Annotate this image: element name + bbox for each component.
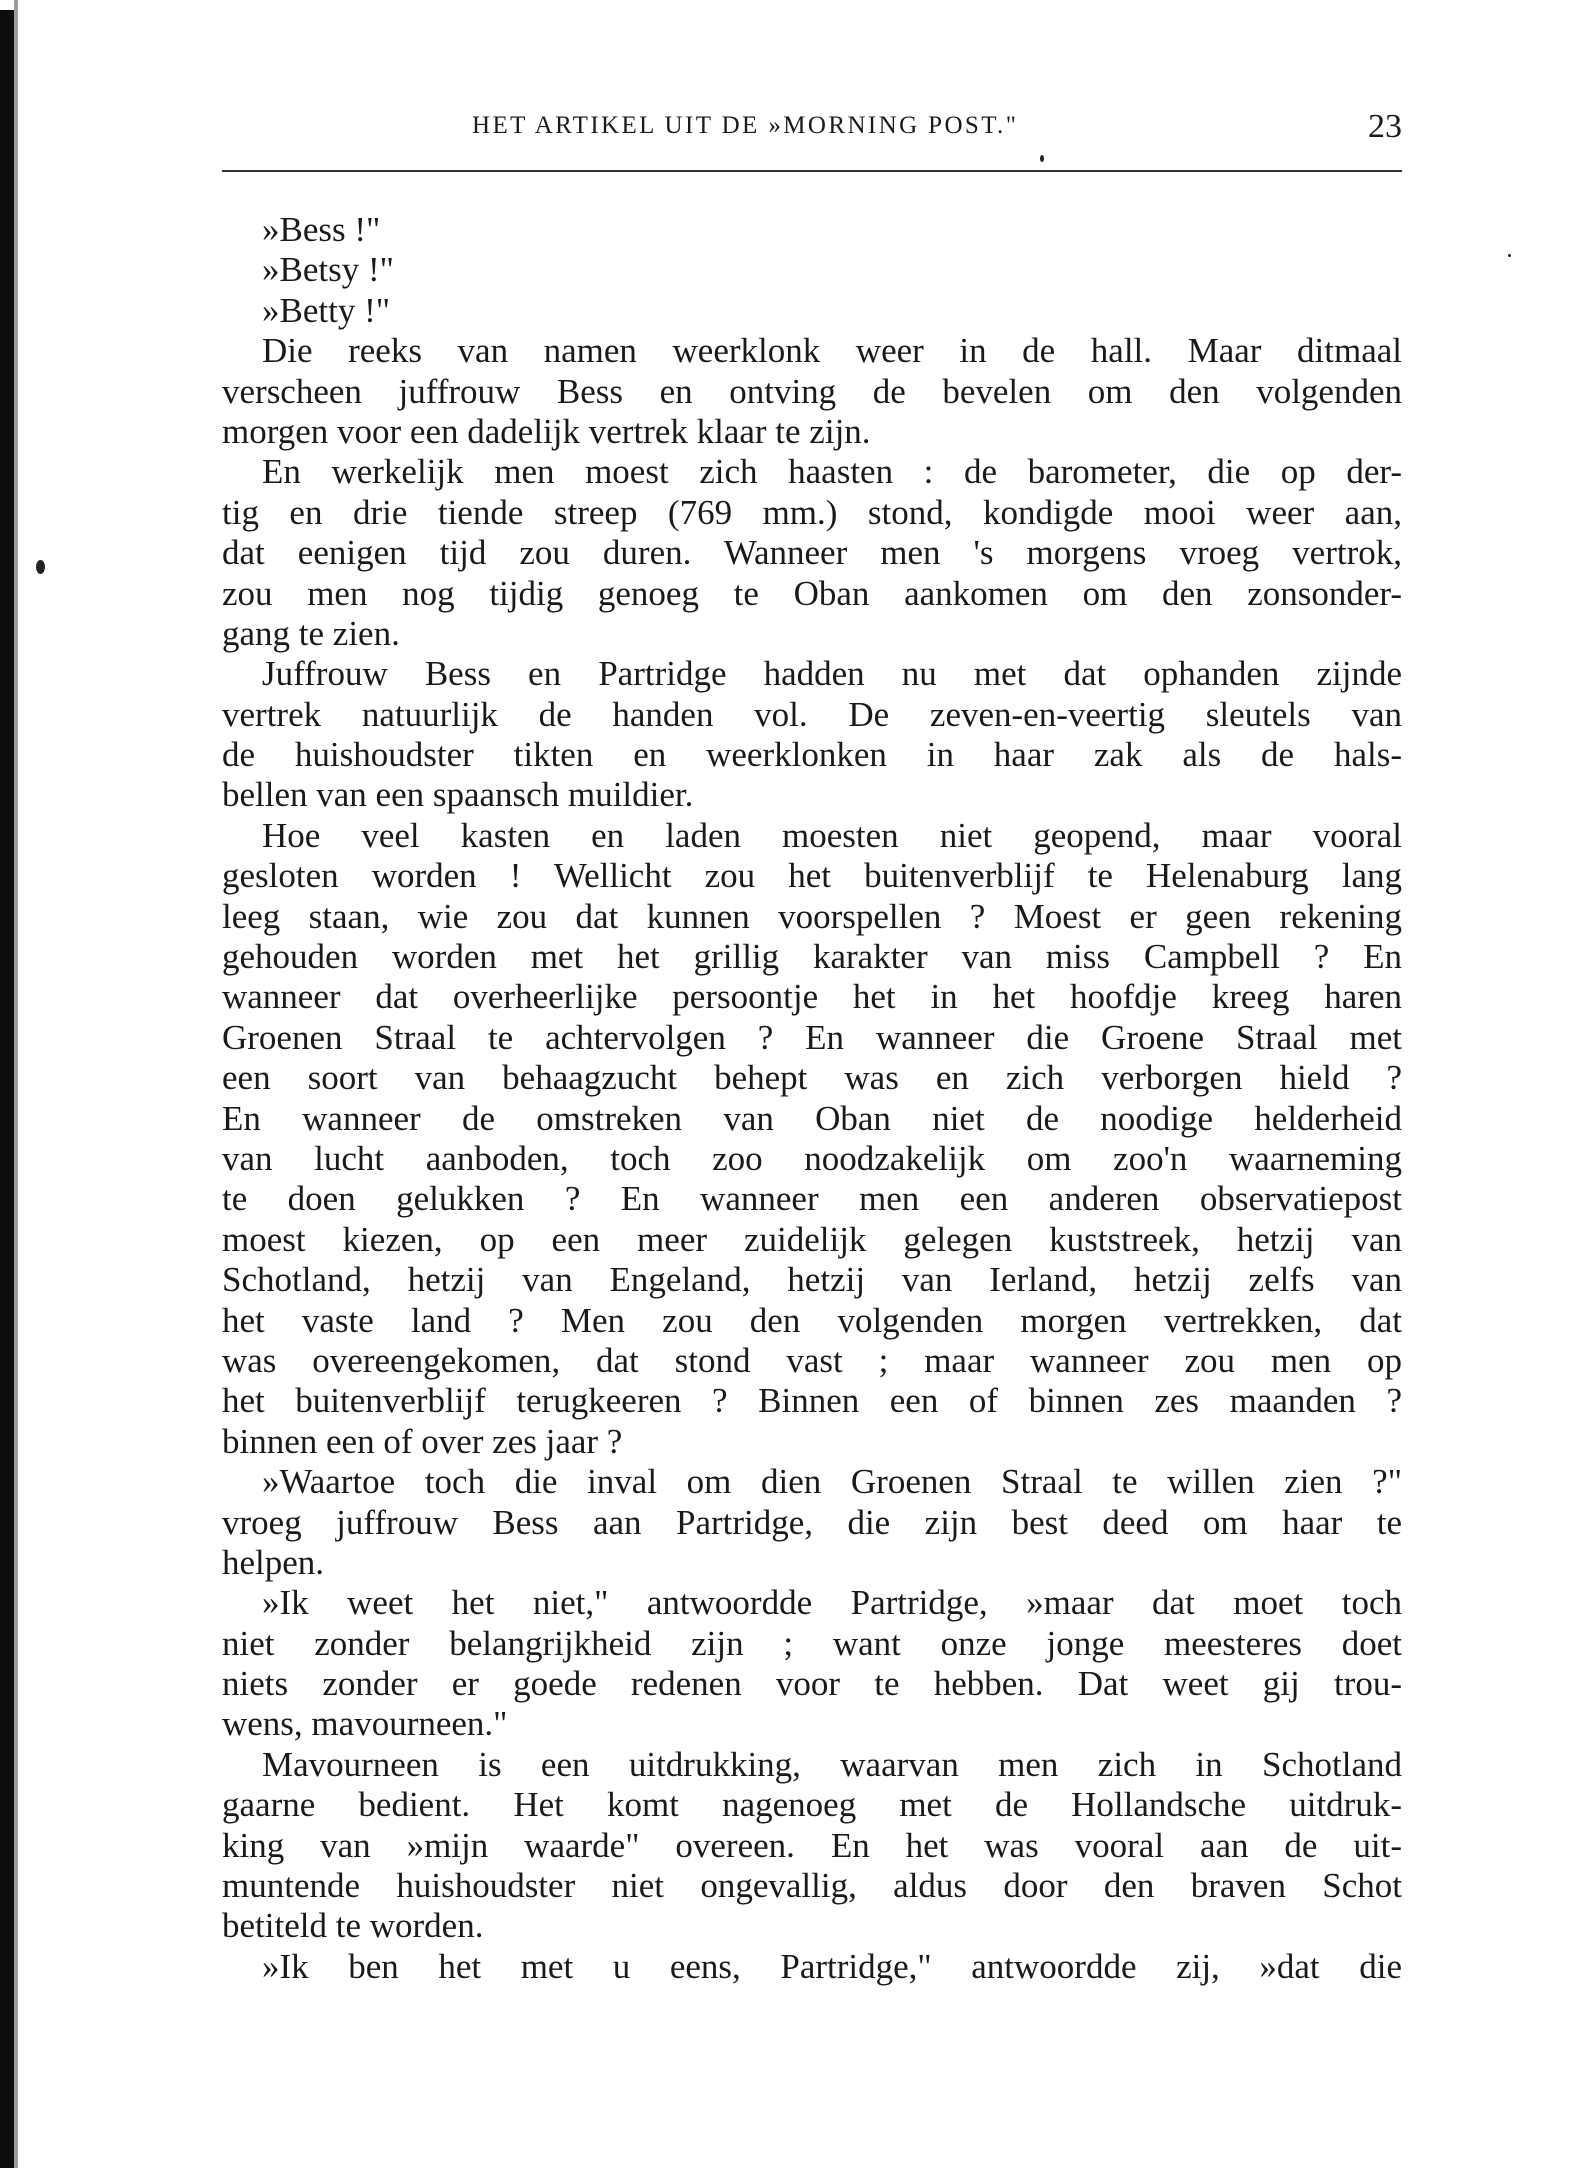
text-line: moest kiezen, op een meer zuidelijk gelegen kuststreek, hetzij van bbox=[222, 1219, 1402, 1259]
text-line: Die reeks van namen weerklonk weer in de hall. Maar ditmaal bbox=[262, 331, 1402, 371]
text-line: was overeengekomen, dat stond vast ; maar wanneer zou men op bbox=[222, 1340, 1402, 1380]
text-line: binnen een of over zes jaar ? bbox=[222, 1421, 623, 1461]
text-line: »Bess !" bbox=[262, 210, 381, 249]
scan-speck bbox=[1040, 155, 1044, 162]
text-line: morgen voor een dadelijk vertrek klaar te zijn. bbox=[222, 411, 871, 451]
scan-speck bbox=[36, 560, 45, 574]
text-line: Hoe veel kasten en laden moesten niet geopend, maar vooral bbox=[262, 815, 1402, 855]
text-line: Groenen Straal te achtervolgen ? En wanneer die Groene Straal met bbox=[222, 1017, 1402, 1057]
text-line: niet zonder belangrijkheid zijn ; want onze jonge meesteres doet bbox=[222, 1623, 1402, 1663]
text-line: En werkelijk men moest zich haasten : de barometer, die op der- bbox=[262, 452, 1402, 492]
text-line: leeg staan, wie zou dat kunnen voorspellen ? Moest er geen rekening bbox=[222, 896, 1402, 936]
text-line: muntende huishoudster niet ongevallig, aldus door den braven Schot bbox=[222, 1866, 1402, 1906]
text-line: zou men nog tijdig genoeg te Oban aankomen om den zonsonder- bbox=[222, 573, 1402, 613]
text-line: bellen van een spaansch muildier. bbox=[222, 775, 694, 815]
text-line: van lucht aanboden, toch zoo noodzakelijk om zoo'n waarneming bbox=[222, 1138, 1402, 1178]
text-line: dat eenigen tijd zou duren. Wanneer men 's morgens vroeg vertrok, bbox=[222, 533, 1402, 573]
text-line: En wanneer de omstreken van Oban niet de noodige helderheid bbox=[222, 1098, 1402, 1138]
running-title: HET ARTIKEL UIT DE »MORNING POST." bbox=[472, 112, 1019, 139]
text-line: »Ik weet het niet," antwoordde Partridge, »maar dat moet toch bbox=[262, 1583, 1402, 1623]
text-line: gehouden worden met het grillig karakter van miss Campbell ? En bbox=[222, 937, 1402, 977]
running-head bbox=[222, 108, 1402, 152]
text-line: vertrek natuurlijk de handen vol. De zeven-en-veertig sleutels van bbox=[222, 694, 1402, 734]
text-line: te doen gelukken ? En wanneer men een anderen observatiepost bbox=[222, 1179, 1402, 1219]
text-line: »Betsy !" bbox=[262, 250, 394, 290]
text-line: gaarne bedient. Het komt nagenoeg met de Hollandsche uitdruk- bbox=[222, 1785, 1402, 1825]
text-line: »Ik ben het met u eens, Partridge," antwoordde zij, »dat die bbox=[262, 1946, 1402, 1986]
text-line: vroeg juffrouw Bess aan Partridge, die zijn best deed om haar te bbox=[222, 1502, 1402, 1542]
text-line: gesloten worden ! Wellicht zou het buitenverblijf te Helenaburg lang bbox=[222, 856, 1402, 896]
text-line: wanneer dat overheerlijke persoontje het in het hoofdje kreeg haren bbox=[222, 977, 1402, 1017]
text-line: gang te zien. bbox=[222, 613, 400, 653]
text-line: wens, mavourneen." bbox=[222, 1704, 508, 1744]
header-rule bbox=[222, 170, 1402, 172]
text-line: een soort van behaagzucht behept was en zich verborgen hield ? bbox=[222, 1058, 1402, 1098]
body-text bbox=[222, 210, 1402, 1987]
text-line: Schotland, hetzij van Engeland, hetzij van Ierland, hetzij zelfs van bbox=[222, 1260, 1402, 1300]
text-line: helpen. bbox=[222, 1542, 325, 1582]
scan-speck bbox=[1508, 254, 1511, 257]
text-line: king van »mijn waarde" overeen. En het was vooral aan de uit- bbox=[222, 1825, 1402, 1865]
page-number: 23 bbox=[1368, 108, 1402, 145]
text-line: betiteld te worden. bbox=[222, 1906, 484, 1946]
text-line: Mavourneen is een uitdrukking, waarvan men zich in Schotland bbox=[262, 1744, 1402, 1784]
text-line: »Betty !" bbox=[262, 290, 391, 330]
text-line: Juffrouw Bess en Partridge hadden nu met dat ophanden zijnde bbox=[262, 654, 1402, 694]
binding-edge bbox=[0, 10, 14, 2168]
text-line: het vaste land ? Men zou den volgenden morgen vertrekken, dat bbox=[222, 1300, 1402, 1340]
binding-shadow bbox=[14, 0, 18, 2168]
text-line: »Waartoe toch die inval om dien Groenen Straal te willen zien ?" bbox=[262, 1462, 1402, 1502]
text-line: tig en drie tiende streep (769 mm.) stond, kondigde mooi weer aan, bbox=[222, 492, 1402, 532]
text-line: het buitenverblijf terugkeeren ? Binnen een of binnen zes maanden ? bbox=[222, 1381, 1402, 1421]
text-line: de huishoudster tikten en weerklonken in haar zak als de hals- bbox=[222, 735, 1402, 775]
text-line: verscheen juffrouw Bess en ontving de bevelen om den volgenden bbox=[222, 371, 1402, 411]
text-line: niets zonder er goede redenen voor te hebben. Dat weet gij trou- bbox=[222, 1664, 1402, 1704]
